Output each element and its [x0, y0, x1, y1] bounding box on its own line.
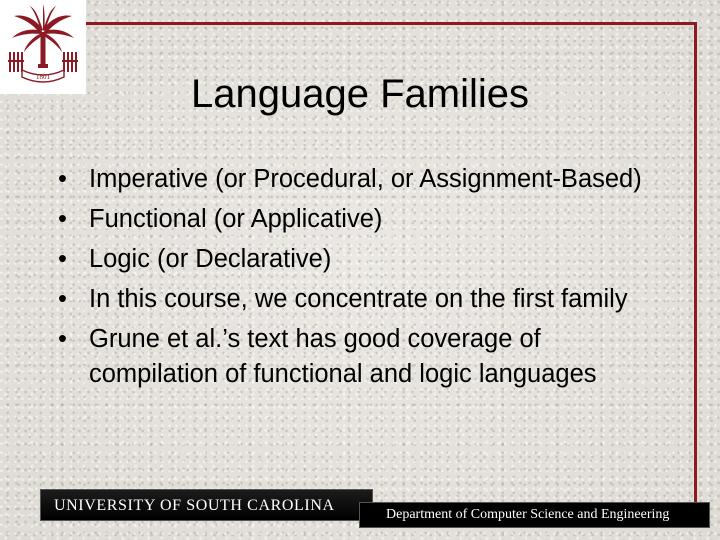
bullet-item [56, 322, 666, 392]
bullet-list [56, 162, 666, 397]
bullet-dot: • [58, 165, 67, 193]
footer-university-name: UNIVERSITY OF SOUTH CAROLINA [54, 497, 335, 514]
bullet-text: In this course, we concentrate on the first family [89, 285, 628, 313]
bullet-text: Grune et al.’s text has good coverage of compilation of functional and logic languages [89, 325, 597, 388]
bullet-dot: • [58, 325, 67, 353]
bullet-item [56, 282, 666, 317]
slide-title: Language Families [191, 72, 529, 116]
bullet-dot: • [58, 285, 67, 313]
logo-year: 1801 [36, 73, 50, 81]
bullet-text: Logic (or Declarative) [89, 245, 332, 273]
footer-university-bar [41, 490, 372, 520]
bullet-item [56, 162, 666, 197]
bullet-item [56, 242, 666, 277]
bullet-text: Functional (or Applicative) [89, 205, 383, 233]
footer-department-name: Department of Computer Science and Engineering [386, 507, 670, 522]
bullet-dot: • [58, 205, 67, 233]
footer-department-bar [360, 503, 709, 527]
frame-top-border [84, 22, 697, 25]
bullet-dot: • [58, 245, 67, 273]
bullet-item [56, 202, 666, 237]
bullet-text: Imperative (or Procedural, or Assignment-Based) [89, 165, 642, 193]
